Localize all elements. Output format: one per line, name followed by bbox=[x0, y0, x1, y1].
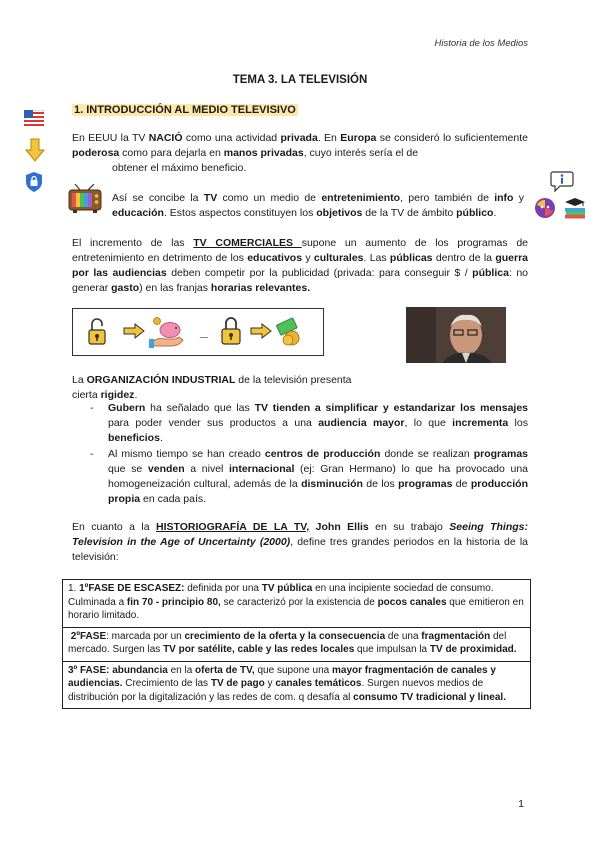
usa-flag-icon bbox=[24, 110, 44, 126]
section-heading: 1. INTRODUCCIÓN AL MEDIO TELEVISIVO bbox=[74, 104, 296, 116]
page-title: TEMA 3. LA TELEVISIÓN bbox=[232, 74, 368, 86]
arrow-right-icon bbox=[123, 323, 145, 339]
money-coins-icon bbox=[275, 317, 303, 347]
portrait-photo bbox=[406, 307, 506, 363]
page-number: 1 bbox=[518, 798, 524, 810]
tv-purpose-paragraph: Así se concibe la TV como un medio de entretenimiento, pero también de info y educación. Estos aspectos constituyen los objetivos de la TV de ámbito público. bbox=[112, 192, 525, 219]
funding-flow-diagram bbox=[72, 308, 324, 356]
period-phase-1: 1. 1ºFASE DE ESCASEZ: definida por una TV pública en una incipiente sociedad de consumo. Culminada a fin 70 - principio 80, se caracterizó por la existencia de pocos canales que emitieron en horario limitado. bbox=[63, 580, 530, 628]
list-item: - Gubern ha señalado que las TV tienden a simplificar y estandarizar los mensajes para poder vender sus productos a una audiencia mayor, lo que incrementa los beneficios. bbox=[90, 401, 528, 446]
bullet-list bbox=[90, 401, 528, 508]
arrow-down-icon bbox=[25, 138, 45, 162]
period-phase-2: 2ºFASE: marcada por un crecimiento de la oferta y la consecuencia de una fragmentación del mercado. Surgen las TV por satélite, cable y las redes locales que impulsan la TV de proximidad. bbox=[63, 628, 530, 662]
info-speech-bubble-icon bbox=[550, 170, 574, 192]
list-item: - Al mismo tiempo se han creado centros de producción donde se realizan programas que se venden a nivel internacional (ej: Gran Hermano) lo que ha provocado una homogeneización cultural, además de la disminución de los programas de producción propia en cada país. bbox=[90, 447, 528, 507]
commercial-tv-paragraph: El incremento de las TV COMERCIALES supone un aumento de los programas de entretenimiento en detrimento de los educativos y culturales. Las públicas dentro de la guerra por las audiencias deben competir por la publicidad (privada: para conseguir $ / pública: no generar gasto) en las franjas horarias relevantes. bbox=[72, 237, 529, 294]
education-books-icon bbox=[562, 196, 588, 220]
document-header: Historia de los Medios bbox=[434, 38, 528, 49]
piggy-bank-hand-icon bbox=[149, 315, 185, 349]
intro-paragraph-continuation: obtener el máximo beneficio. bbox=[112, 162, 247, 174]
culture-masks-icon bbox=[533, 197, 557, 219]
period-phase-3: 3º FASE: abundancia en la oferta de TV, que supone una mayor fragmentación de canales y audiencias. Crecimiento de las TV de pago y canales temáticos. Surgen nuevos medios de distribución por la digitalización y las redes de com. q desafía al consumo TV tradicional y lineal. bbox=[68, 664, 506, 703]
industrial-organization-paragraph: La ORGANIZACIÓN INDUSTRIAL de la televisión presenta cierta rigidez. bbox=[72, 374, 352, 401]
arrow-right-icon bbox=[250, 323, 272, 339]
locked-padlock-icon bbox=[220, 315, 242, 347]
intro-paragraph: En EEUU la TV NACIÓ como una actividad privada. En Europa se consideró lo suficientemente poderosa como para dejarla en manos privadas, cuyo interés sería el de bbox=[72, 132, 528, 159]
television-icon bbox=[68, 184, 102, 214]
lock-shield-icon bbox=[24, 171, 44, 193]
unlocked-padlock-icon bbox=[87, 317, 107, 347]
tv-periods-table bbox=[62, 579, 531, 709]
historiography-paragraph: En cuanto a la HISTORIOGRAFÍA DE LA TV, John Ellis en su trabajo Seeing Things: Television in the Age of Uncertainty (2000), define tres grandes periodos en la historia de la televisión: bbox=[72, 521, 529, 563]
flow-separator: _ bbox=[200, 323, 208, 339]
